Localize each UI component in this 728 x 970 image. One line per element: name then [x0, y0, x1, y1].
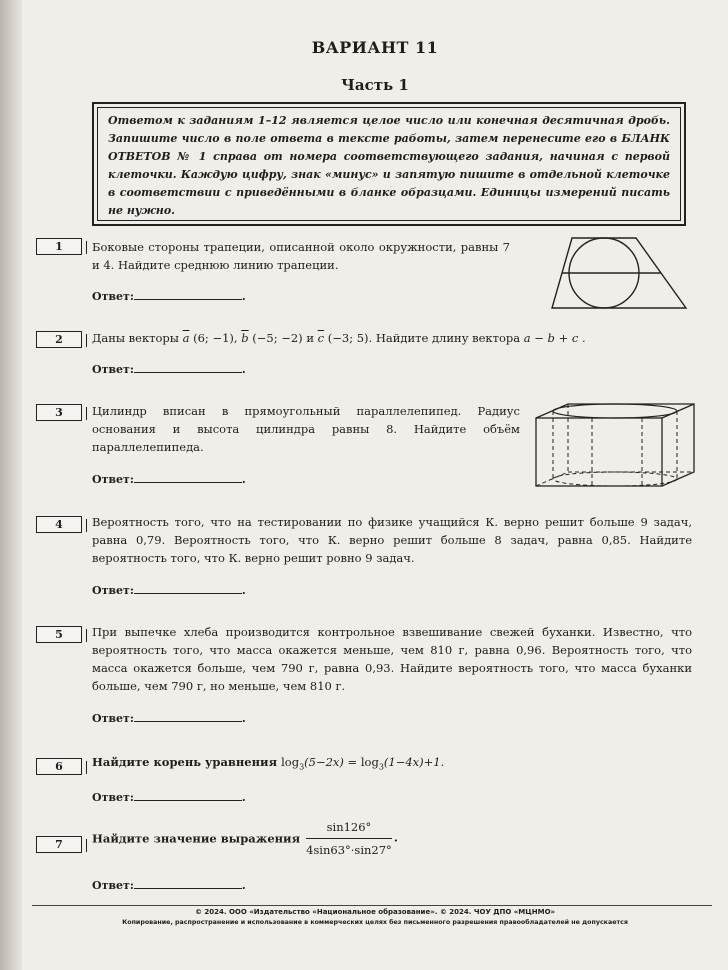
task-7-answer[interactable]: Ответ: .	[92, 879, 246, 892]
task-2-number: 2	[36, 331, 82, 348]
task-2-answer[interactable]: Ответ: .	[92, 363, 246, 376]
task-1-answer[interactable]: Ответ: .	[92, 290, 246, 303]
vector-c: $\overline{c}$	[317, 331, 325, 345]
task-6-text: Найдите корень уравнения $\log_3(5-2x) = \log_3(1-4x)+1$.	[92, 755, 445, 772]
trapezoid-figure	[550, 234, 690, 312]
task-4-answer[interactable]: Ответ: .	[92, 584, 246, 597]
vector-a: $\overline{a}$	[182, 331, 190, 345]
answer-line[interactable]	[134, 289, 242, 300]
answer-line[interactable]	[134, 362, 242, 373]
answer-line[interactable]	[134, 711, 242, 722]
answer-line[interactable]	[134, 472, 242, 483]
instructions-inner-frame	[97, 107, 681, 221]
page	[22, 0, 728, 970]
task-3-answer[interactable]: Ответ: .	[92, 473, 246, 486]
instructions-box	[92, 102, 686, 226]
answer-label: Ответ:	[92, 290, 134, 303]
task-6-answer[interactable]: Ответ: .	[92, 791, 246, 804]
task-7-number: 7	[36, 836, 82, 853]
task-7-text: Найдите значение выражения $\frac{\sin 126^\circ}{4\sin 63^\circ\cdot\sin 27^\circ}$ .	[92, 820, 398, 857]
answer-line[interactable]	[134, 583, 242, 594]
footer-divider	[32, 905, 712, 906]
task-6-number: 6	[36, 758, 82, 775]
fraction-expression: $\frac{\sin 126^\circ}{4\sin 63^\circ\cdot\sin 27^\circ}$	[306, 820, 392, 857]
footer-copyright: © 2024. ООО «Издательство «Национальное образование». © 2024. ЧОУ ДПО «МЦНМО»	[194, 908, 556, 916]
book-spine	[0, 0, 22, 970]
task-4-text: Вероятность того, что на тестировании по физике учащийся К. верно решит больше 9 задач, равна 0,79. Вероятность того, что К. верно решит больше 8 задач, равна 0,85. Найдите вероятность того, что К. верно решит ровно 9 задач.	[92, 515, 692, 565]
answer-line[interactable]	[134, 790, 242, 801]
cylinder-in-box-figure	[532, 400, 700, 490]
task-1-text: Боковые стороны трапеции, описанной около окружности, равны 7 и 4. Найдите среднюю линию трапеции.	[92, 240, 510, 272]
task-2-text: Даны векторы $\overline{a}$ (6; −1), $\overline{b}$ (−5; −2) и $\overline{c}$ (−3; 5). Найдите длину вектора a − b + c .	[92, 331, 586, 345]
answer-line[interactable]	[134, 878, 242, 889]
task-5-answer[interactable]: Ответ: .	[92, 712, 246, 725]
equation: $\log_3(5-2x) = \log_3(1-4x)+1$.	[281, 755, 445, 772]
task-3-text: Цилиндр вписан в прямоугольный параллелепипед. Радиус основания и высота цилиндра равны 8. Найдите объём параллелепипеда.	[92, 404, 520, 454]
variant-title: ВАРИАНТ 11	[311, 38, 439, 57]
task-5-number: 5	[36, 626, 82, 643]
instructions-text: Ответом к заданиям 1–12 является целое число или конечная десятичная дробь. Запишите число в поле ответа в тексте работы, затем перенесите его в БЛАНК ОТВЕТОВ № 1 справа от номера соответствующего задания, начиная с первой клеточки. Каждую цифру, знак «минус» и запятую пишите в отдельной клеточке в соответствии с приведёнными в бланке образцами. Единицы измерений писать не нужно.	[108, 114, 670, 217]
part-title: Часть 1	[341, 76, 409, 94]
task-4-number: 4	[36, 516, 82, 533]
vector-b: $\overline{b}$	[241, 331, 249, 345]
vector-expression: a − b + c .	[523, 331, 586, 345]
task-5-text: При выпечке хлеба производится контрольное взвешивание свежей буханки. Известно, что вероятность того, что масса окажется меньше, чем 810 г, равна 0,96. Вероятность того, что масса окажется больше, чем 790 г, равна 0,93. Найдите вероятность того, что масса буханки больше, чем 790 г, но меньше, чем 810 г.	[92, 625, 692, 693]
task-1-number: 1	[36, 238, 82, 255]
footer-notice: Копирование, распространение и использование в коммерческих целях без письменного разрешения правообладателей не допускается	[122, 919, 628, 926]
task-3-number: 3	[36, 404, 82, 421]
